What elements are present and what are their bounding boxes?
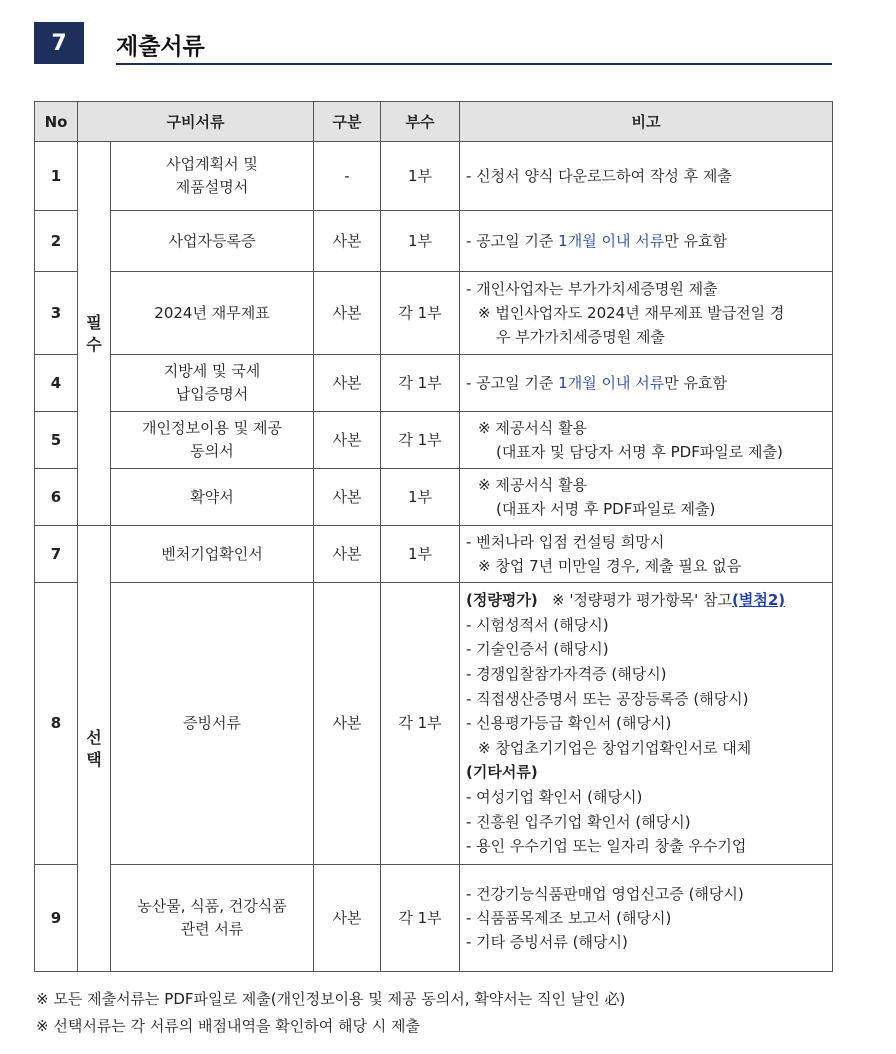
row-document <box>111 272 314 355</box>
row-document <box>111 469 314 526</box>
doc-line: 벤처기업확인서 <box>161 544 263 563</box>
footer-note: ※ 모든 제출서류는 PDF파일로 제출(개인정보이용 및 제공 동의서, 확약서는 직인 날인 必) <box>36 990 626 1008</box>
row-type: - <box>314 142 381 211</box>
remark-text: ※ '정량평가 평가항목' 참고 <box>551 591 733 610</box>
footer-note: ※ 선택서류는 각 서류의 배점내역을 확인하여 해당 시 제출 <box>36 1017 420 1035</box>
row-no: 7 <box>35 526 78 583</box>
table-header-row <box>35 102 833 142</box>
other-docs-heading: (기타서류) <box>466 763 538 782</box>
row-type: 사본 <box>314 272 381 355</box>
remark-line: (대표자 및 담당자 서명 후 PDF파일로 제출) <box>496 443 783 461</box>
doc-line: 납입증명서 <box>175 385 249 403</box>
row-document <box>111 865 314 972</box>
doc-line: 확약서 <box>190 487 234 506</box>
section-number: 7 <box>34 22 84 64</box>
row-remarks <box>460 583 833 865</box>
list-item: - 신용평가등급 확인서 (해당시) <box>466 714 672 733</box>
list-item: - 기술인증서 (해당시) <box>466 640 609 659</box>
row-no: 9 <box>35 865 78 972</box>
row-no: 4 <box>35 355 78 412</box>
quantitative-heading: (정량평가) <box>466 591 538 610</box>
row-copies: 1부 <box>381 142 460 211</box>
row-copies: 각 1부 <box>381 412 460 469</box>
row-no: 3 <box>35 272 78 355</box>
row-copies: 각 1부 <box>381 583 460 865</box>
table-row <box>35 142 833 211</box>
row-remarks <box>460 412 833 469</box>
row-no: 5 <box>35 412 78 469</box>
row-document <box>111 412 314 469</box>
doc-line: 증빙서류 <box>183 714 241 732</box>
list-item: - 용인 우수기업 또는 일자리 창출 우수기업 <box>466 837 747 856</box>
header-remarks: 비고 <box>460 102 833 142</box>
table-row <box>35 583 833 865</box>
remark-line: - 신청서 양식 다운로드하여 작성 후 제출 <box>466 167 732 185</box>
row-remarks <box>460 355 833 412</box>
table-row <box>35 272 833 355</box>
remark-text: 만 유효함 <box>664 232 727 250</box>
table-row <box>35 355 833 412</box>
row-no: 8 <box>35 583 78 865</box>
row-type: 사본 <box>314 355 381 412</box>
section-title-underline <box>116 63 832 65</box>
group-optional <box>78 526 111 972</box>
list-item: - 경쟁입찰참가자격증 (해당시) <box>466 665 667 684</box>
remark-line: ※ 제공서식 활용 <box>478 476 588 494</box>
remark-text: 만 유효함 <box>664 374 727 392</box>
header-copies: 부수 <box>381 102 460 142</box>
row-remarks <box>460 526 833 583</box>
remark-text: - 공고일 기준 <box>466 374 559 392</box>
remark-highlight: 1개월 이내 서류 <box>558 232 665 250</box>
row-copies: 1부 <box>381 526 460 583</box>
row-no: 1 <box>35 142 78 211</box>
row-remarks <box>460 142 833 211</box>
row-type: 사본 <box>314 865 381 972</box>
submission-documents-table <box>34 101 833 972</box>
row-type: 사본 <box>314 526 381 583</box>
remark-text: - 공고일 기준 <box>466 232 559 250</box>
row-no: 6 <box>35 469 78 526</box>
remark-line <box>466 229 826 253</box>
row-copies: 1부 <box>381 211 460 272</box>
group-required <box>78 142 111 526</box>
remark-line: - 벤처나라 입점 컨설팅 희망시 <box>466 533 665 551</box>
remark-line: 우 부가가치세증명원 제출 <box>496 328 665 346</box>
header-type: 구분 <box>314 102 381 142</box>
row-type: 사본 <box>314 469 381 526</box>
doc-line: 사업계획서 및 <box>166 155 258 173</box>
doc-line: 제품설명서 <box>175 178 249 196</box>
table-row <box>35 865 833 972</box>
remark-line: (대표자 서명 후 PDF파일로 제출) <box>496 500 716 518</box>
remark-line: - 식품품목제조 보고서 (해당시) <box>466 909 672 927</box>
appendix-link[interactable]: (별첨2) <box>732 591 786 610</box>
remark-line: - 개인사업자는 부가가치세증명원 제출 <box>466 280 718 298</box>
remark-line: ※ 제공서식 활용 <box>478 419 588 437</box>
row-no: 2 <box>35 211 78 272</box>
row-type: 사본 <box>314 211 381 272</box>
section-title: 제출서류 <box>116 34 205 60</box>
remark-highlight: 1개월 이내 서류 <box>558 374 665 392</box>
doc-line: 사업자등록증 <box>168 231 256 250</box>
remark-line: - 건강기능식품판매업 영업신고증 (해당시) <box>466 885 744 903</box>
table-row <box>35 211 833 272</box>
table-row <box>35 412 833 469</box>
row-document <box>111 583 314 865</box>
doc-line: 농산물, 식품, 건강식품 <box>137 897 287 915</box>
list-item: - 여성기업 확인서 (해당시) <box>466 787 643 806</box>
row-remarks <box>460 211 833 272</box>
row-remarks <box>460 865 833 972</box>
remark-line: ※ 창업초기기업은 창업기업확인서로 대체 <box>478 738 752 757</box>
row-document <box>111 526 314 583</box>
table-row <box>35 526 833 583</box>
remark-line <box>466 588 826 613</box>
row-copies: 1부 <box>381 469 460 526</box>
group-required-label: 필수 <box>86 312 102 354</box>
remark-line: - 기타 증빙서류 (해당시) <box>466 933 628 951</box>
doc-line: 개인정보이용 및 제공 <box>142 419 282 437</box>
header-document: 구비서류 <box>78 102 314 142</box>
doc-line: 2024년 재무제표 <box>154 303 270 322</box>
remark-line: ※ 법인사업자도 2024년 재무제표 발급전일 경 <box>478 304 785 322</box>
group-optional-label: 선택 <box>86 727 102 769</box>
doc-line: 동의서 <box>190 442 234 460</box>
list-item: - 진흥원 입주기업 확인서 (해당시) <box>466 812 691 831</box>
row-document <box>111 142 314 211</box>
table-row <box>35 469 833 526</box>
row-type: 사본 <box>314 412 381 469</box>
doc-line: 관련 서류 <box>180 920 244 938</box>
row-copies: 각 1부 <box>381 355 460 412</box>
row-copies: 각 1부 <box>381 272 460 355</box>
remark-line: ※ 창업 7년 미만일 경우, 제출 필요 없음 <box>478 557 742 575</box>
doc-line: 지방세 및 국세 <box>163 362 261 380</box>
row-remarks <box>460 469 833 526</box>
list-item: - 시험성적서 (해당시) <box>466 615 609 634</box>
row-remarks <box>460 272 833 355</box>
row-copies: 각 1부 <box>381 865 460 972</box>
list-item: - 직접생산증명서 또는 공장등록증 (해당시) <box>466 689 749 708</box>
header-no: No <box>35 102 78 142</box>
remark-line <box>466 371 826 395</box>
row-document <box>111 355 314 412</box>
row-type: 사본 <box>314 583 381 865</box>
row-document <box>111 211 314 272</box>
